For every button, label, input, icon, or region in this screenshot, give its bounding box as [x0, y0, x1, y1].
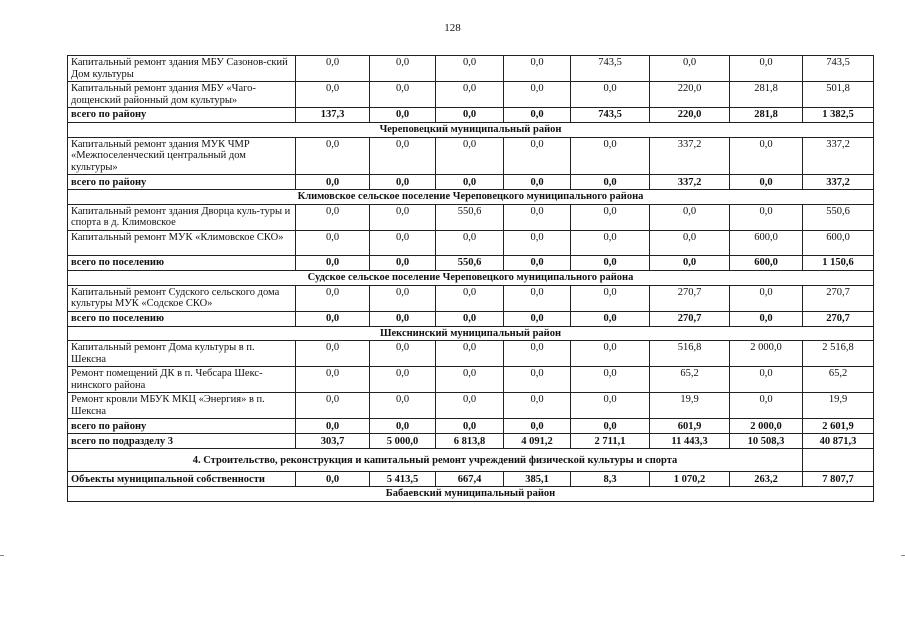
value-cell: 0,0 [504, 256, 571, 271]
value-cell: 5 413,5 [370, 472, 436, 487]
value-cell: 0,0 [504, 367, 571, 393]
table-row [68, 285, 874, 311]
value-cell: 0,0 [571, 231, 650, 256]
section-header-row [68, 190, 874, 205]
value-cell: 501,8 [803, 82, 874, 108]
value-cell: 270,7 [650, 285, 730, 311]
value-cell: 0,0 [730, 311, 803, 326]
value-cell: 2 601,9 [803, 419, 874, 434]
value-cell: 337,2 [650, 175, 730, 190]
value-cell: 2 516,8 [803, 341, 874, 367]
value-cell: 0,0 [730, 204, 803, 230]
value-cell: 0,0 [370, 82, 436, 108]
value-cell: 0,0 [571, 175, 650, 190]
value-cell: 270,7 [650, 311, 730, 326]
value-cell: 0,0 [370, 204, 436, 230]
value-cell: 0,0 [296, 285, 370, 311]
value-cell: 550,6 [436, 204, 504, 230]
value-cell: 0,0 [436, 341, 504, 367]
item-name: Ремонт помещений ДК в п. Чебсара Шекс-нинского района [68, 367, 296, 393]
value-cell: 0,0 [370, 231, 436, 256]
total-label: всего по району [68, 175, 296, 190]
section-header-row [68, 326, 874, 341]
section-title: Судское сельское поселение Череповецкого муниципального района [68, 271, 874, 286]
value-cell: 137,3 [296, 108, 370, 123]
total-row [68, 175, 874, 190]
value-cell: 220,0 [650, 108, 730, 123]
value-cell: 0,0 [436, 56, 504, 82]
value-cell: 0,0 [436, 419, 504, 434]
value-cell: 10 508,3 [730, 434, 803, 449]
value-cell: 0,0 [296, 82, 370, 108]
total-row [68, 434, 874, 449]
value-cell: 0,0 [504, 56, 571, 82]
value-cell: 19,9 [650, 393, 730, 419]
value-cell: 0,0 [504, 419, 571, 434]
value-cell: 0,0 [504, 82, 571, 108]
value-cell: 600,0 [730, 231, 803, 256]
value-cell: 0,0 [504, 175, 571, 190]
table-row [68, 367, 874, 393]
value-cell: 11 443,3 [650, 434, 730, 449]
value-cell: 40 871,3 [803, 434, 874, 449]
total-label: всего по подразделу 3 [68, 434, 296, 449]
value-cell: 0,0 [370, 311, 436, 326]
value-cell: 0,0 [436, 137, 504, 175]
value-cell: 743,5 [571, 56, 650, 82]
table-row [68, 137, 874, 175]
value-cell: 0,0 [370, 56, 436, 82]
item-name: Ремонт кровли МБУК МКЦ «Энергия» в п. Шексна [68, 393, 296, 419]
value-cell: 0,0 [436, 175, 504, 190]
value-cell: 0,0 [296, 311, 370, 326]
value-cell: 0,0 [370, 419, 436, 434]
value-cell: 19,9 [803, 393, 874, 419]
value-cell: 600,0 [730, 256, 803, 271]
subsection-heading-row [68, 449, 874, 472]
value-cell: 0,0 [730, 367, 803, 393]
value-cell: 281,8 [730, 82, 803, 108]
section-header-row [68, 123, 874, 138]
left-edge-mark [0, 555, 4, 556]
item-name: Капитальный ремонт Дома культуры в п. Шексна [68, 341, 296, 367]
value-cell: 0,0 [650, 204, 730, 230]
value-cell: 743,5 [571, 108, 650, 123]
total-label: всего по поселению [68, 311, 296, 326]
value-cell: 0,0 [370, 137, 436, 175]
value-cell: 0,0 [296, 56, 370, 82]
value-cell: 600,0 [803, 231, 874, 256]
value-cell: 0,0 [296, 341, 370, 367]
value-cell: 0,0 [370, 341, 436, 367]
value-cell: 0,0 [504, 341, 571, 367]
value-cell: 65,2 [650, 367, 730, 393]
value-cell: 0,0 [730, 175, 803, 190]
page-number: 128 [444, 22, 461, 34]
value-cell: 0,0 [571, 419, 650, 434]
total-label: всего по району [68, 108, 296, 123]
value-cell: 6 813,8 [436, 434, 504, 449]
value-cell: 2 000,0 [730, 341, 803, 367]
value-cell: 5 000,0 [370, 434, 436, 449]
value-cell: 0,0 [504, 231, 571, 256]
value-cell: 0,0 [296, 256, 370, 271]
value-cell: 0,0 [296, 175, 370, 190]
value-cell: 0,0 [370, 256, 436, 271]
total-row [68, 256, 874, 271]
value-cell: 8,3 [571, 472, 650, 487]
value-cell: 0,0 [504, 204, 571, 230]
item-name: Капитальный ремонт здания МУК ЧМР «Межпоселенческий центральный дом культуры» [68, 137, 296, 175]
value-cell: 385,1 [504, 472, 571, 487]
table-row [68, 393, 874, 419]
value-cell: 0,0 [730, 393, 803, 419]
value-cell: 0,0 [650, 56, 730, 82]
value-cell: 516,8 [650, 341, 730, 367]
section-title: Шекснинский муниципальный район [68, 326, 874, 341]
value-cell: 550,6 [803, 204, 874, 230]
value-cell: 0,0 [370, 175, 436, 190]
value-cell: 0,0 [296, 472, 370, 487]
subsection-title: 4. Строительство, реконструкция и капитальный ремонт учреждений физической культуры и спорта [68, 449, 803, 472]
value-cell: 0,0 [436, 108, 504, 123]
total-label: всего по району [68, 419, 296, 434]
value-cell: 0,0 [571, 285, 650, 311]
value-cell: 65,2 [803, 367, 874, 393]
value-cell: 743,5 [803, 56, 874, 82]
table-row [68, 341, 874, 367]
table-row [68, 231, 874, 256]
item-name: Капитальный ремонт здания МБУ Сазонов-ский Дом культуры [68, 56, 296, 82]
value-cell: 270,7 [803, 311, 874, 326]
value-cell: 1 150,6 [803, 256, 874, 271]
value-cell: 2 000,0 [730, 419, 803, 434]
section-header-row [68, 487, 874, 502]
value-cell: 0,0 [296, 231, 370, 256]
item-name: Капитальный ремонт МУК «Климовское СКО» [68, 231, 296, 256]
value-cell: 0,0 [571, 341, 650, 367]
total-row [68, 108, 874, 123]
value-cell: 0,0 [571, 82, 650, 108]
value-cell: 1 070,2 [650, 472, 730, 487]
table-row [68, 204, 874, 230]
item-name: Капитальный ремонт Судского сельского дома культуры МУК «Содское СКО» [68, 285, 296, 311]
value-cell: 0,0 [504, 393, 571, 419]
value-cell: 303,7 [296, 434, 370, 449]
value-cell: 0,0 [296, 204, 370, 230]
value-cell: 550,6 [436, 256, 504, 271]
value-cell: 601,9 [650, 419, 730, 434]
value-cell: 337,2 [650, 137, 730, 175]
value-cell: 0,0 [296, 419, 370, 434]
section-title: Климовское сельское поселение Череповецкого муниципального района [68, 190, 874, 205]
value-cell: 281,8 [730, 108, 803, 123]
value-cell: 0,0 [370, 285, 436, 311]
value-cell: 0,0 [370, 108, 436, 123]
value-cell: 1 382,5 [803, 108, 874, 123]
value-cell: 0,0 [370, 393, 436, 419]
value-cell: 270,7 [803, 285, 874, 311]
right-edge-mark [901, 555, 905, 556]
total-row [68, 419, 874, 434]
value-cell: 0,0 [571, 256, 650, 271]
budget-table [67, 55, 874, 502]
value-cell: 667,4 [436, 472, 504, 487]
value-cell: 0,0 [571, 393, 650, 419]
value-cell: 0,0 [436, 285, 504, 311]
value-cell: 0,0 [370, 367, 436, 393]
value-cell: 0,0 [730, 56, 803, 82]
total-label: Объекты муниципальной собственности [68, 472, 296, 487]
value-cell: 0,0 [650, 231, 730, 256]
value-cell: 0,0 [436, 231, 504, 256]
value-cell: 337,2 [803, 137, 874, 175]
empty-cell [803, 449, 874, 472]
value-cell: 263,2 [730, 472, 803, 487]
value-cell: 0,0 [571, 367, 650, 393]
value-cell: 0,0 [296, 367, 370, 393]
value-cell: 0,0 [436, 82, 504, 108]
section-title: Череповецкий муниципальный район [68, 123, 874, 138]
value-cell: 0,0 [730, 137, 803, 175]
value-cell: 0,0 [504, 311, 571, 326]
value-cell: 7 807,7 [803, 472, 874, 487]
value-cell: 4 091,2 [504, 434, 571, 449]
section-title: Бабаевский муниципальный район [68, 487, 874, 502]
value-cell: 2 711,1 [571, 434, 650, 449]
section-header-row [68, 271, 874, 286]
total-row [68, 472, 874, 487]
total-row [68, 311, 874, 326]
value-cell: 0,0 [296, 137, 370, 175]
value-cell: 220,0 [650, 82, 730, 108]
value-cell: 0,0 [730, 285, 803, 311]
value-cell: 0,0 [571, 137, 650, 175]
value-cell: 337,2 [803, 175, 874, 190]
item-name: Капитальный ремонт здания Дворца куль-туры и спорта в д. Климовское [68, 204, 296, 230]
value-cell: 0,0 [571, 311, 650, 326]
value-cell: 0,0 [436, 311, 504, 326]
value-cell: 0,0 [436, 393, 504, 419]
item-name: Капитальный ремонт здания МБУ «Чаго-дощенский районный дом культуры» [68, 82, 296, 108]
value-cell: 0,0 [504, 108, 571, 123]
value-cell: 0,0 [296, 393, 370, 419]
value-cell: 0,0 [650, 256, 730, 271]
value-cell: 0,0 [504, 137, 571, 175]
total-label: всего по поселению [68, 256, 296, 271]
value-cell: 0,0 [436, 367, 504, 393]
value-cell: 0,0 [571, 204, 650, 230]
value-cell: 0,0 [504, 285, 571, 311]
table-row [68, 56, 874, 82]
table-row [68, 82, 874, 108]
